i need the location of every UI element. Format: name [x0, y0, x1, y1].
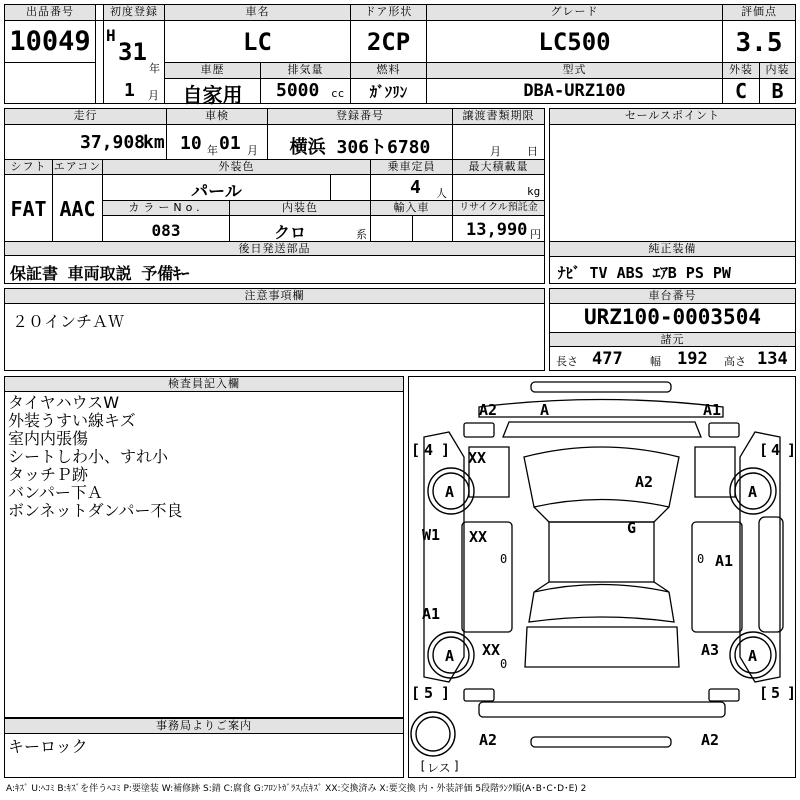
first-reg-year: 31 [118, 38, 147, 66]
legend: A:ｷｽﾞ U:ﾍｺﾐ B:ｷｽﾞを伴うﾍｺﾐ P:要塗装 W:補修跡 S:錆 C:腐食 G:ﾌﾛﾝﾄｶﾞﾗｽ点ｷｽﾞ XX:交換済み X:要交換 内・外装評価 5段階ﾗﾝｸ順(A･B･C･D･E) 2 [6, 784, 587, 794]
tire-rr-tread: 5 [771, 684, 781, 702]
damage-mark: A2 [635, 473, 654, 491]
chassis-label: 車台番号 [648, 289, 697, 302]
damage-mark: XX [468, 449, 487, 467]
score-label: 評価点 [741, 5, 777, 18]
damage-mark: XX [482, 641, 501, 659]
caution-value: ２０インチＡＷ [12, 312, 125, 331]
history-label: 車歴 [200, 63, 225, 76]
tire-fl-tread: 4 [424, 441, 434, 459]
transfer-label: 譲渡書類期限 [462, 109, 535, 122]
damage-mark: A [445, 647, 455, 665]
fuel-label: 燃料 [376, 63, 401, 76]
shift-value: FAT [10, 197, 47, 221]
damage-mark: A [748, 483, 758, 501]
chassis-value: URZ100-0003504 [583, 305, 761, 329]
damage-mark: A [748, 647, 758, 665]
car-diagram [408, 376, 796, 778]
mileage-unit: km [143, 132, 165, 153]
ext-grade-value: C [734, 79, 748, 103]
shift-label: シフト [10, 160, 47, 173]
inspector-note: タッチＰ跡 [8, 465, 89, 484]
inspection-label: 車検 [205, 109, 229, 122]
inspection-year-unit: 年 [207, 144, 218, 157]
color-no-label: カラーNo. [128, 201, 204, 214]
score-value: 3.5 [735, 28, 783, 58]
spare-none: レス [427, 761, 451, 775]
interior-color-value: クロ [273, 223, 306, 242]
ext-grade-label: 外装 [729, 63, 753, 76]
damage-mark: G [627, 519, 637, 537]
damage-mark: A2 [479, 401, 498, 419]
inspector-label: 検査員記入欄 [168, 377, 240, 390]
office-value: キーロック [8, 737, 88, 756]
transfer-month-unit: 月 [490, 145, 501, 158]
tire-rl-tread: 5 [424, 684, 434, 702]
int-grade-value: B [771, 79, 784, 103]
aircon-label: エアコン [53, 160, 102, 173]
transfer-day-unit: 日 [527, 145, 538, 158]
first-reg-label: 初度登録 [110, 5, 158, 18]
lot-no-label: 出品番号 [26, 5, 74, 18]
width-label: 幅 [650, 355, 661, 368]
tire-rr-bracket-end: ] [787, 684, 797, 702]
damage-mark: A3 [701, 641, 720, 659]
inspector-note: 外装うすい線キズ [8, 411, 136, 430]
later-parts-label: 後日発送部品 [238, 242, 311, 255]
displacement-unit: cc [331, 87, 345, 100]
model-code-value: DBA-URZ100 [523, 81, 626, 101]
recycle-label: リサイクル預託金 [459, 202, 538, 213]
grade-value: LC500 [538, 28, 611, 56]
damage-mark: A [445, 483, 455, 501]
sales-point-label: セールスポイント [624, 109, 720, 122]
capacity-label: 乗車定員 [387, 160, 436, 173]
inspector-note: シートしわ小、すれ小 [8, 447, 169, 466]
first-reg-era: H [106, 26, 116, 45]
door-type-value: 2CP [366, 28, 411, 56]
model-code-label: 型式 [562, 63, 587, 76]
tire-fr-tread: 4 [771, 441, 781, 459]
width-value: 192 [677, 349, 708, 369]
recycle-unit: 円 [530, 228, 541, 241]
sales-point-box [549, 108, 796, 242]
inspection-year: 10 [180, 133, 202, 154]
first-reg-year-unit: 年 [149, 62, 160, 75]
damage-mark: 0 [697, 552, 705, 566]
office-label: 事務局よりご案内 [156, 719, 252, 732]
tire-fr-bracket: [ [759, 441, 769, 459]
inspection-month-unit: 月 [247, 144, 258, 157]
mileage-value: 37,908 [80, 132, 146, 153]
first-reg-month-unit: 月 [148, 89, 159, 102]
damage-mark: A1 [715, 552, 734, 570]
inspector-note: ボンネットダンパー不良 [8, 501, 183, 520]
damage-mark: W1 [422, 526, 441, 544]
color-no-value: 083 [151, 221, 181, 240]
door-type-label: ドア形状 [364, 5, 413, 18]
tire-fl-bracket: [ [411, 441, 421, 459]
displacement-value: 5000 [276, 80, 320, 101]
exterior-color-label: 外装色 [218, 160, 255, 173]
car-name-label: 車名 [245, 5, 270, 18]
spare-close-bracket: ] [453, 759, 461, 773]
car-outline [409, 377, 795, 777]
tire-fl-bracket-end: ] [441, 441, 451, 459]
exterior-color-value: パール [191, 182, 242, 202]
recycle-value: 13,990 [466, 220, 528, 240]
import-label: 輸入車 [393, 201, 430, 214]
height-value: 134 [757, 349, 788, 369]
grade-label: グレード [550, 5, 599, 18]
displacement-label: 排気量 [287, 63, 324, 76]
damage-mark: XX [469, 528, 488, 546]
history-value: 自家用 [182, 83, 243, 107]
inspector-note: 室内内張傷 [8, 429, 89, 448]
int-grade-label: 内装 [765, 63, 790, 76]
caution-label: 注意事項欄 [244, 289, 305, 302]
capacity-value: 4 [410, 177, 421, 198]
damage-mark: A [540, 401, 550, 419]
plate-label: 登録番号 [336, 109, 384, 122]
max-load-label: 最大積載量 [468, 160, 529, 173]
length-value: 477 [592, 349, 623, 369]
damage-mark: A1 [703, 401, 722, 419]
equipment-label: 純正装備 [648, 242, 697, 255]
tire-fr-bracket-end: ] [787, 441, 797, 459]
tire-rl-bracket: [ [411, 684, 421, 702]
spare-open-bracket: [ [419, 759, 427, 773]
inspector-note: タイヤハウスW [8, 393, 120, 412]
car-name-value: LC [243, 28, 272, 56]
dims-label: 諸元 [660, 333, 685, 346]
mileage-label: 走行 [73, 109, 98, 122]
plate-value: 横浜 306ト6780 [289, 137, 431, 158]
damage-mark: A1 [422, 605, 441, 623]
capacity-unit: 人 [436, 187, 447, 200]
length-label: 長さ [556, 355, 578, 368]
interior-color-label: 内装色 [282, 201, 318, 214]
equipment-value: ﾅﾋﾞ TV ABS ｴｱB PS PW [558, 264, 731, 282]
later-parts-value: 保証書 車両取説 予備ｷｰ [10, 264, 190, 283]
inspector-note: バンパー下Ａ [8, 483, 103, 502]
interior-color-suffix: 系 [356, 228, 367, 241]
tire-rr-bracket: [ [759, 684, 769, 702]
lot-no-value: 10049 [9, 26, 91, 57]
damage-mark: A2 [479, 731, 498, 749]
height-label: 高さ [724, 355, 746, 368]
aircon-value: AAC [59, 197, 96, 221]
damage-mark: 0 [500, 552, 508, 566]
damage-mark: 0 [500, 657, 508, 671]
damage-mark: A2 [701, 731, 720, 749]
fuel-value: ｶﾞｿﾘﾝ [369, 83, 408, 101]
inspection-month: 01 [219, 133, 241, 154]
first-reg-month: 1 [124, 80, 135, 101]
tire-rl-bracket-end: ] [441, 684, 451, 702]
max-load-unit: kg [527, 185, 541, 198]
